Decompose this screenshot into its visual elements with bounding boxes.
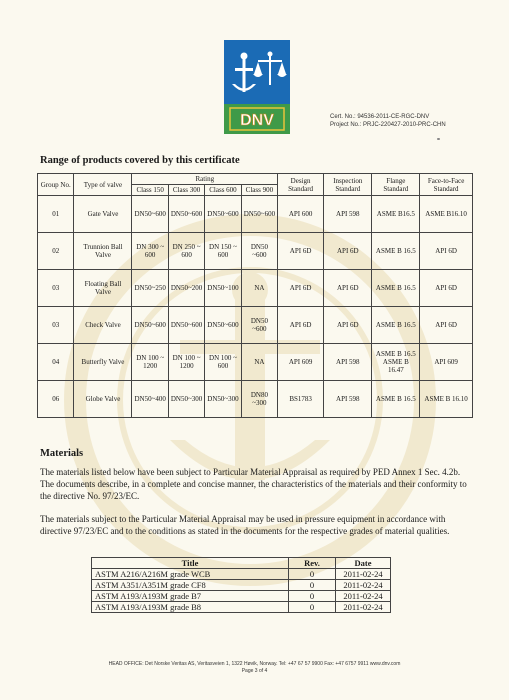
table-cell-c900: DN50~600 — [241, 196, 277, 233]
footer-page-number: Page 3 of 4 — [241, 668, 268, 674]
table-cell-c900: DN80 ~300 — [241, 381, 277, 418]
table-cell-c300: DN50~200 — [168, 270, 204, 307]
table-cell-c600: DN50~600 — [205, 196, 241, 233]
table-cell-flange: ASME B16.5 — [372, 196, 420, 233]
material-cell-rev: 0 — [289, 569, 336, 580]
material-cell-date: 2011-02-24 — [336, 591, 391, 602]
footer — [0, 661, 509, 675]
material-title-header: Title — [92, 558, 289, 569]
material-date-header: Date — [336, 558, 391, 569]
table-cell-inspection: API 598 — [324, 344, 372, 381]
material-cell-rev: 0 — [289, 580, 336, 591]
table-cell-inspection: API 6D — [324, 270, 372, 307]
table-cell-face: API 609 — [420, 344, 473, 381]
class900-header: Class 900 — [241, 185, 277, 196]
table-cell-group: 03 — [38, 307, 74, 344]
table-row — [38, 233, 473, 270]
table-cell-c600: DN50~100 — [205, 270, 241, 307]
material-cell-title: ASTM A193/A193M grade B8 — [92, 602, 289, 613]
table-row — [92, 569, 391, 580]
table-cell-c900: NA — [241, 270, 277, 307]
table-cell-flange: ASME B 16.5 — [372, 233, 420, 270]
table-cell-flange: ASME B 16.5 — [372, 270, 420, 307]
table-cell-design: API 6D — [278, 270, 324, 307]
table-cell-c600: DN50~300 — [205, 381, 241, 418]
table-cell-face: ASME B 16.10 — [420, 381, 473, 418]
table-cell-c300: DN 250 ~ 600 — [168, 233, 204, 270]
table-cell-c600: DN 100 ~ 600 — [205, 344, 241, 381]
table-cell-c150: DN 300 ~ 600 — [132, 233, 168, 270]
inspection-header: Inspection Standard — [324, 174, 372, 196]
material-cell-date: 2011-02-24 — [336, 580, 391, 591]
table-cell-c300: DN50~300 — [168, 381, 204, 418]
table-cell-flange: ASME B 16.5 ASME B 16.47 — [372, 344, 420, 381]
logo-text: DNV — [240, 112, 274, 129]
table-cell-c600: DN 150 ~ 600 — [205, 233, 241, 270]
table-cell-c150: DN50~600 — [132, 196, 168, 233]
table-row — [38, 344, 473, 381]
materials-title: Materials — [40, 448, 84, 459]
table-cell-type: Globe Valve — [74, 381, 132, 418]
material-cell-title: ASTM A216/A216M grade WCB — [92, 569, 289, 580]
table-cell-design: BS1783 — [278, 381, 324, 418]
project-number: Project No.: PRJC-220427-2010-PRC-CHN — [330, 122, 446, 128]
table-row — [38, 196, 473, 233]
table-row — [38, 270, 473, 307]
table-cell-type: Floating Ball Valve — [74, 270, 132, 307]
table-cell-c600: DN50~600 — [205, 307, 241, 344]
class300-header: Class 300 — [168, 185, 204, 196]
table-cell-type: Trunnion Ball Valve — [74, 233, 132, 270]
material-cell-title: ASTM A193/A193M grade B7 — [92, 591, 289, 602]
table-cell-c150: DN 100 ~ 1200 — [132, 344, 168, 381]
table-cell-c900: NA — [241, 344, 277, 381]
materials-paragraph-2: The materials subject to the Particular Material Appraisal may be used in pressure equipment in accordance with directive 97/23/EC and to the conditions as stated in the documents for the respective grades of material qualities. — [40, 514, 450, 536]
table-cell-c300: DN50~600 — [168, 196, 204, 233]
dnv-logo — [224, 40, 290, 134]
materials-paragraph-1: The materials listed below have been subject to Particular Material Appraisal as required by PED Annex 1 Sec. 4.2b. The documents describe, in a complete and concise manner, the characteristics of the materials and their conformity to the directive No. 97/23/EC. — [40, 467, 467, 501]
table-cell-inspection: API 6D — [324, 307, 372, 344]
table-cell-face: ASME B16.10 — [420, 196, 473, 233]
table-cell-group: 04 — [38, 344, 74, 381]
table-cell-type: Check Valve — [74, 307, 132, 344]
table-cell-face: API 6D — [420, 270, 473, 307]
table-row — [92, 580, 391, 591]
table-cell-c150: DN50~250 — [132, 270, 168, 307]
materials-table — [91, 557, 391, 613]
table-cell-c150: DN50~400 — [132, 381, 168, 418]
table-cell-inspection: API 598 — [324, 196, 372, 233]
table-cell-c300: DN 100 ~ 1200 — [168, 344, 204, 381]
table-row — [38, 307, 473, 344]
table-cell-design: API 609 — [278, 344, 324, 381]
table-cell-inspection: API 598 — [324, 381, 372, 418]
material-cell-rev: 0 — [289, 602, 336, 613]
table-cell-design: API 6D — [278, 307, 324, 344]
products-section-title: Range of products covered by this certificate — [40, 155, 240, 166]
material-cell-title: ASTM A351/A351M grade CF8 — [92, 580, 289, 591]
table-cell-design: API 6D — [278, 233, 324, 270]
table-cell-inspection: API 6D — [324, 233, 372, 270]
material-cell-date: 2011-02-24 — [336, 569, 391, 580]
table-cell-flange: ASME B 16.5 — [372, 381, 420, 418]
class150-header: Class 150 — [132, 185, 168, 196]
table-cell-face: API 6D — [420, 307, 473, 344]
table-cell-design: API 600 — [278, 196, 324, 233]
flange-header: Flange Standard — [372, 174, 420, 196]
table-cell-face: API 6D — [420, 233, 473, 270]
material-cell-rev: 0 — [289, 591, 336, 602]
table-cell-c300: DN50~600 — [168, 307, 204, 344]
class600-header: Class 600 — [205, 185, 241, 196]
table-cell-type: Gate Valve — [74, 196, 132, 233]
table-row — [92, 591, 391, 602]
group-header: Group No. — [38, 174, 74, 196]
design-header: Design Standard — [278, 174, 324, 196]
table-cell-c900: DN50 ~600 — [241, 233, 277, 270]
table-row — [92, 602, 391, 613]
table-cell-group: 02 — [38, 233, 74, 270]
products-table — [37, 173, 473, 418]
material-rev-header: Rev. — [289, 558, 336, 569]
table-cell-group: 06 — [38, 381, 74, 418]
rating-header: Rating — [132, 174, 278, 185]
table-cell-flange: ASME B 16.5 — [372, 307, 420, 344]
table-row — [38, 381, 473, 418]
stray-mark — [437, 138, 440, 140]
certificate-reference — [330, 113, 446, 129]
type-header: Type of valve — [74, 174, 132, 196]
table-cell-c150: DN50~600 — [132, 307, 168, 344]
face-header: Face-to-Face Standard — [420, 174, 473, 196]
footer-head-office: HEAD OFFICE: Det Norske Veritas AS, Veritasveien 1, 1322 Høvik, Norway. Tel: +47 67 57 9900 Fax: +47 6757 9911 www.dnv.com — [108, 661, 401, 667]
material-cell-date: 2011-02-24 — [336, 602, 391, 613]
table-cell-group: 03 — [38, 270, 74, 307]
table-cell-c900: DN50 ~600 — [241, 307, 277, 344]
table-cell-group: 01 — [38, 196, 74, 233]
cert-number: Cert. No.: 94536-2011-CE-RGC-DNV — [330, 114, 430, 120]
table-cell-type: Butterfly Valve — [74, 344, 132, 381]
